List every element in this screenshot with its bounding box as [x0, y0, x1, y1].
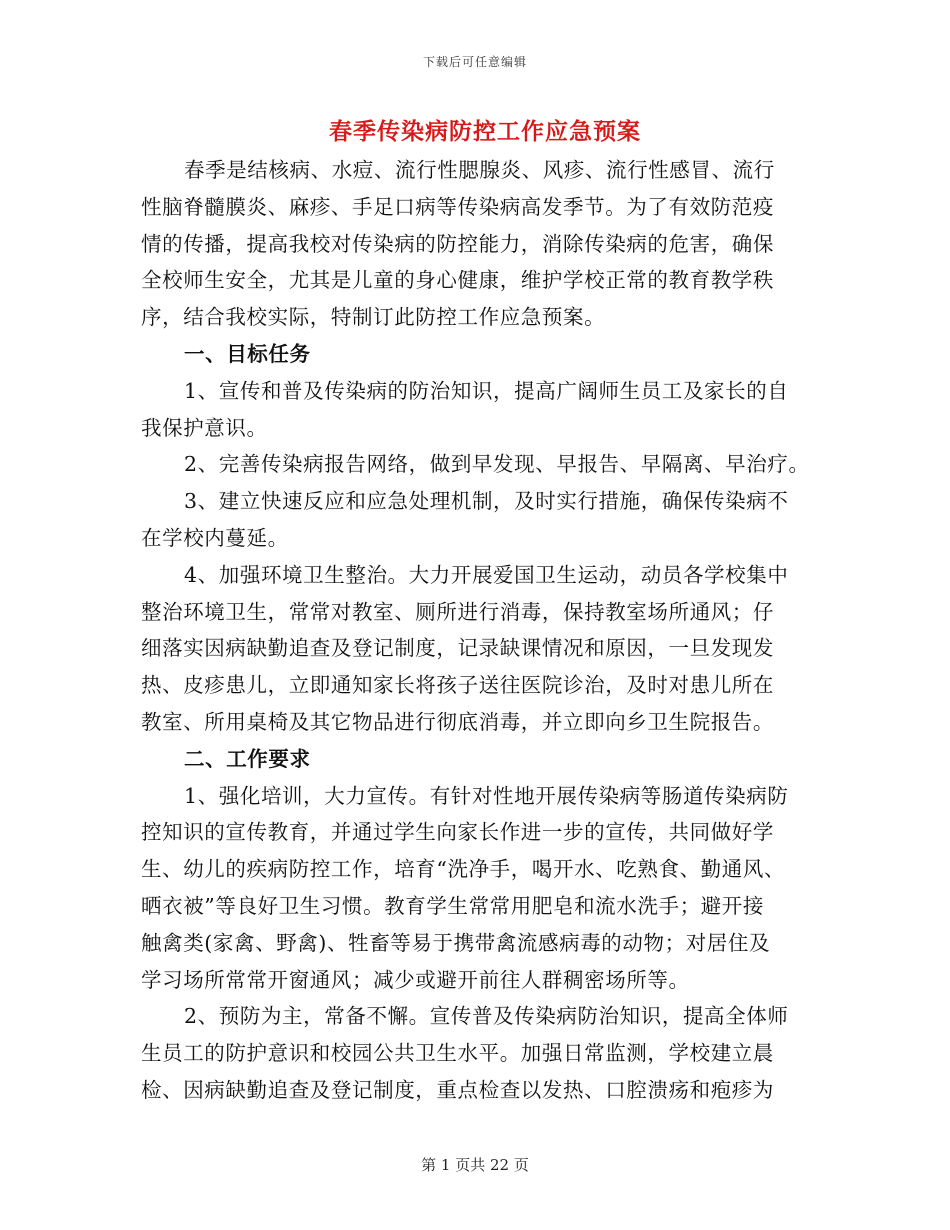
paragraph-line: 教室、所用桌椅及其它物品进行彻底消毒，并立即向乡卫生院报告。 — [141, 709, 774, 734]
paragraph-line: 3、建立快速反应和应急处理机制，及时实行措施，确保传染病不 — [184, 489, 789, 514]
paragraph-line: 生、幼儿的疾病防控工作，培育“洗净手，喝开水、吃熟食、勤通风、 — [141, 857, 786, 882]
paragraph-line: 触禽类(家禽、野禽)、牲畜等易于携带禽流感病毒的动物；对居住及 — [141, 930, 771, 955]
paragraph-line: 性脑脊髓膜炎、麻疹、手足口病等传染病高发季节。为了有效防范疫 — [141, 194, 774, 219]
section-heading: 二、工作要求 — [184, 746, 311, 771]
paragraph-line: 生员工的防护意识和校园公共卫生水平。加强日常监测，学校建立晨 — [141, 1041, 774, 1066]
paragraph-line: 学习场所常常开窗通风；减少或避开前往人群稠密场所等。 — [141, 967, 690, 992]
document-body — [141, 152, 811, 1109]
paragraph-line: 2、预防为主，常备不懈。宣传普及传染病防治知识，提高全体师 — [184, 1004, 789, 1029]
page-footer-number: 第 1 页共 22 页 — [421, 1156, 529, 1174]
document-title: 春季传染病防控工作应急预案 — [329, 118, 641, 145]
paragraph-line: 4、加强环境卫生整治。大力开展爱国卫生运动，动员各学校集中 — [184, 562, 789, 587]
paragraph-line: 检、因病缺勤追查及登记制度，重点检查以发热、口腔溃疡和疱疹为 — [141, 1077, 774, 1102]
paragraph-line: 1、宣传和普及传染病的防治知识，提高广阔师生员工及家长的自 — [184, 378, 789, 403]
paragraph-line: 我保护意识。 — [141, 415, 268, 440]
paragraph-line: 情的传播，提高我校对传染病的防控能力，消除传染病的危害，确保 — [141, 231, 774, 256]
paragraph-line: 整治环境卫生，常常对教室、厕所进行消毒，保持教室场所通风；仔 — [141, 599, 774, 624]
paragraph-line: 晒衣被”等良好卫生习惯。教育学生常常用肥皂和流水洗手；避开接 — [141, 893, 764, 918]
paragraph-line: 春季是结核病、水痘、流行性腮腺炎、风疹、流行性感冒、流行 — [184, 158, 775, 182]
paragraph-line: 1、强化培训，大力宣传。有针对性地开展传染病等肠道传染病防 — [184, 783, 789, 808]
paragraph-line: 序，结合我校实际，特制订此防控工作应急预案。 — [141, 305, 606, 330]
paragraph-line: 细落实因病缺勤追查及登记制度，记录缺课情况和原因，一旦发现发 — [141, 636, 774, 661]
paragraph-line: 控知识的宣传教育，并通过学生向家长作进一步的宣传，共同做好学 — [141, 820, 774, 845]
page-header-note: 下载后可任意编辑 — [422, 55, 527, 69]
section-heading: 一、目标任务 — [184, 341, 311, 366]
paragraph-line: 在学校内蔓延。 — [141, 525, 289, 550]
paragraph-line: 2、完善传染病报告网络，做到早发现、早报告、早隔离、早治疗。 — [184, 452, 810, 477]
paragraph-line: 热、皮疹患儿，立即通知家长将孩子送往医院诊治，及时对患儿所在 — [141, 673, 774, 698]
paragraph-line: 全校师生安全，尤其是儿童的身心健康，维护学校正常的教育教学秩 — [141, 268, 774, 293]
